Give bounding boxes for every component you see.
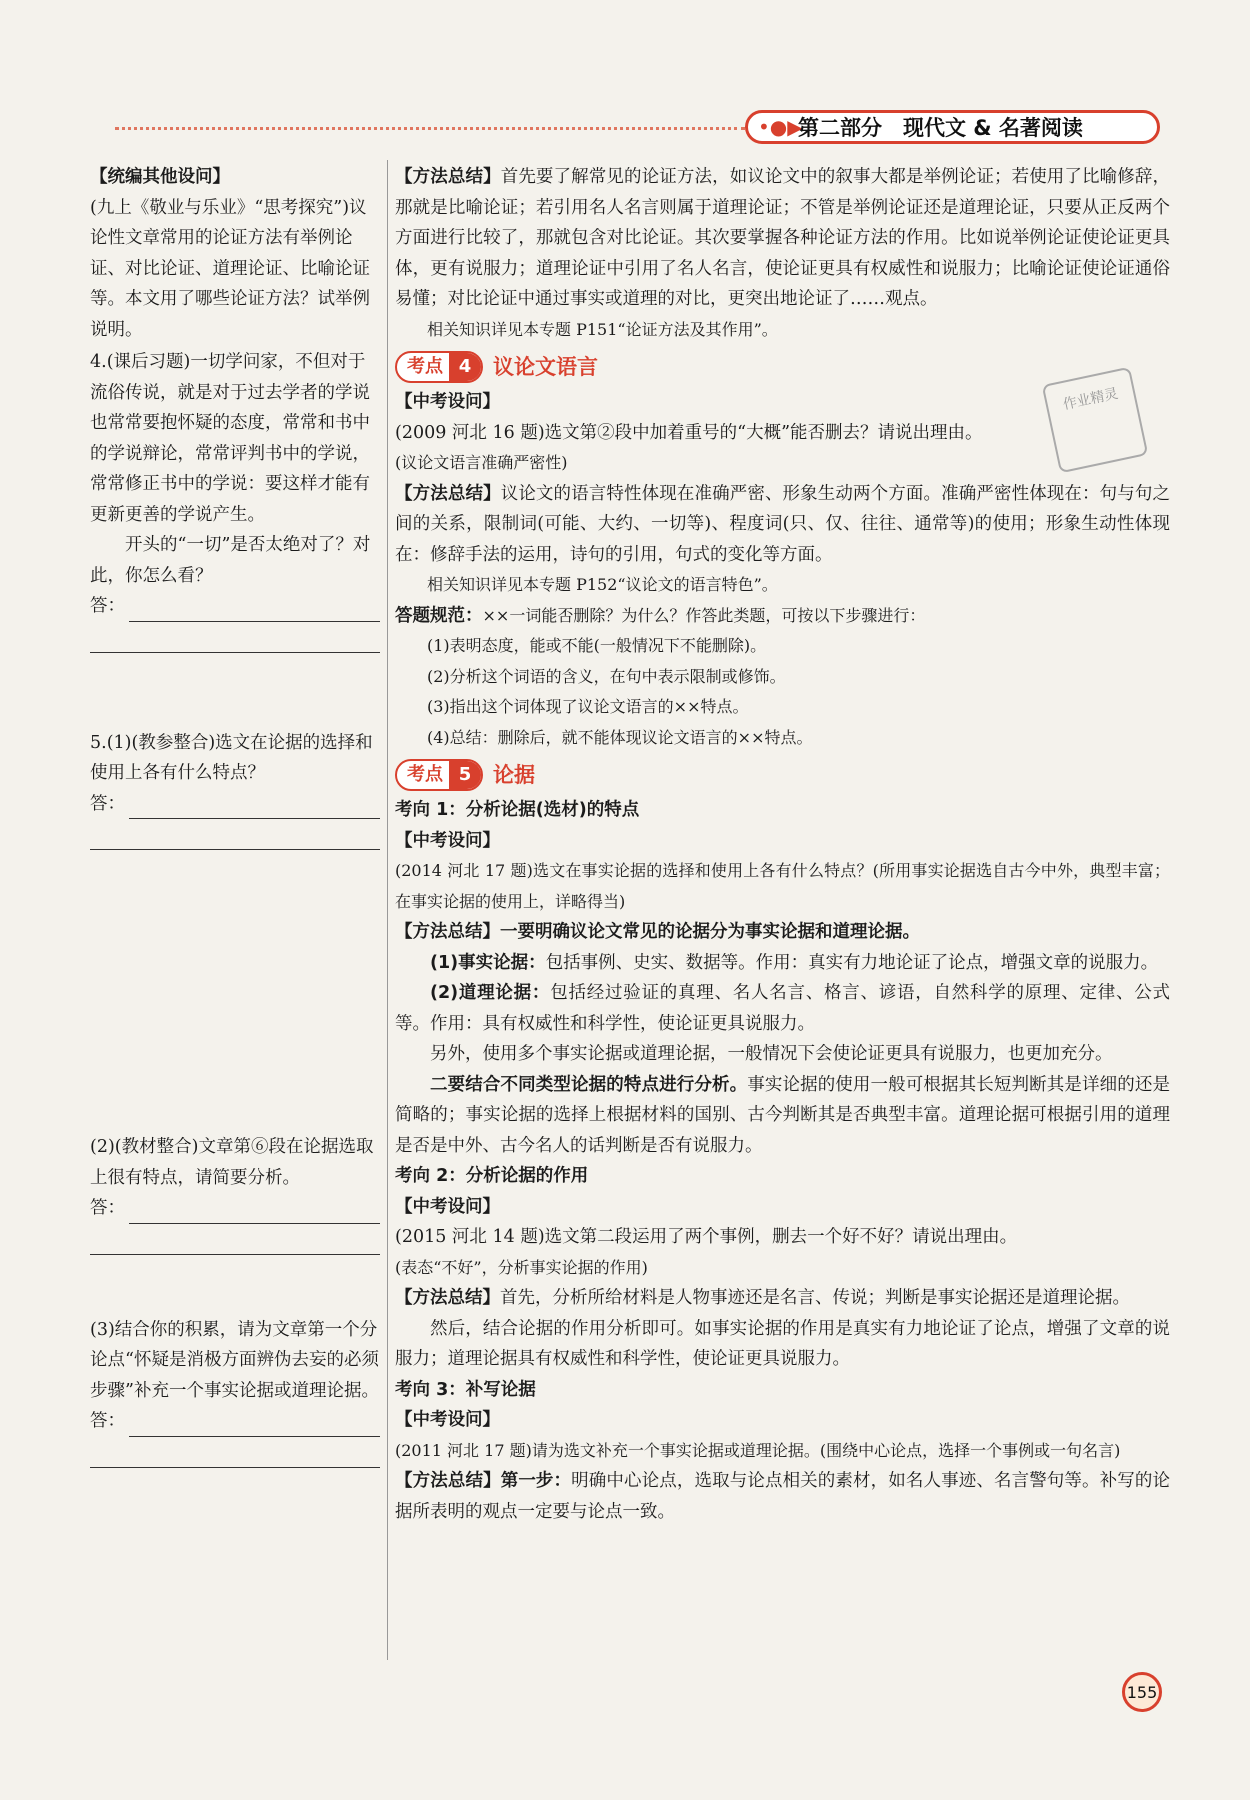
answer-field[interactable]: 答： (90, 1193, 380, 1224)
reference-2: 相关知识详见本专题 P152“议论文的语言特色”。 (427, 575, 778, 594)
kd4-hint: (议论文语言准确严密性) (395, 453, 568, 472)
zhongkao-label: 【中考设问】 (395, 392, 500, 412)
method-summary-5: 【方法总结】第一步：明确中心论点，选取与论点相关的素材，如名人事迹、名言警句等。补写的论据所表明的观点一定要与论点一致。 (395, 1471, 1171, 1522)
question-5-3: (3)结合你的积累，请为文章第一个分论点“怀疑是消极方面辨伪去妄的必须步骤”补充一个事实论据或道理论据。 (90, 1319, 379, 1401)
right-column (395, 162, 1170, 1527)
zhongkao-label: 【中考设问】 (395, 1410, 500, 1430)
answer-line[interactable] (90, 1224, 380, 1255)
answer-line[interactable] (90, 819, 380, 850)
kaodian-4-header: 考点 4 议论文语言 (395, 351, 1170, 383)
method-summary-2: 【方法总结】议论文的语言特性体现在准确严密、形象生动两个方面。准确严密性体现在：句与句之间的关系，限制词(可能、大约、一切等)、程度词(只、仅、往往、通常等)的使用；形象生动性体现在：修辞手法的运用，诗句的引用，句式的变化等方面。 (395, 483, 1171, 565)
method-summary-4b: 然后，结合论据的作用分析即可。如事实论据的作用是真实有力地论证了论点，增强了文章的说服力；道理论据具有权威性和科学性，使论证更具说服力。 (395, 1318, 1170, 1369)
heading-other: 【统编其他设问】 (90, 167, 230, 187)
question-4-prompt: 开头的“一切”是否太绝对了？对此，你怎么看？ (90, 535, 371, 586)
kd5-question-1: (2014 河北 17 题)选文在事实论据的选择和使用上各有什么特点？(所用事实论据选自古今中外，典型丰富；在事实论据的使用上，详略得当) (395, 861, 1170, 911)
kd5-question-3: (2011 河北 17 题)请为选文补充一个事实论据或道理论据。(围绕中心论点，选择一个事例或一句名言) (395, 1440, 1121, 1460)
kd5-question-2: (2015 河北 14 题)选文第二段运用了两个事例，删去一个好不好？请说出理由。 (395, 1227, 1018, 1247)
header-dotted-line (115, 127, 745, 130)
direction-1: 考向 1：分析论据(选材)的特点 (395, 800, 640, 820)
method-summary-4: 【方法总结】首先，分析所给材料是人物事迹还是名言、传说；判断是事实论据还是道理论据。 (395, 1288, 1130, 1308)
answer-field[interactable]: 答： (90, 591, 380, 622)
question-other: (九上《敬业与乐业》“思考探究”)议论性文章常用的论证方法有举例论证、对比论证、道理论证、比喻论证等。本文用了哪些论证方法？试举例说明。 (90, 197, 370, 340)
direction-2: 考向 2：分析论据的作用 (395, 1166, 589, 1186)
norm-step-3: (3)指出这个词体现了议论文语言的××特点。 (427, 697, 749, 716)
homework-stamp: 作业精灵 (1042, 367, 1149, 474)
norm-step-1: (1)表明态度，能或不能(一般情况下不能删除)。 (427, 636, 767, 655)
reason-evidence: (2)道理论据：包括经过验证的真理、名人名言、格言、谚语，自然科学的原理、定律、公式等。作用：具有权威性和科学性，使论证更具说服力。 (395, 983, 1170, 1034)
question-4: 4.(课后习题)一切学问家，不但对于流俗传说，就是对于过去学者的学说也常常要抱怀疑的态度，常常和书中的学说辩论，常常评判书中的学说，常常修正书中的学说：要这样才能有更新更善的学说产生。 (90, 352, 370, 525)
answer-field[interactable]: 答： (90, 1406, 380, 1437)
norm-step-4: (4)总结：删除后，就不能体现议论文语言的××特点。 (427, 727, 813, 747)
zhongkao-label: 【中考设问】 (395, 830, 500, 851)
kd4-question: (2009 河北 16 题)选文第②段中加着重号的“大概”能否删去？请说出理由。 (395, 422, 983, 443)
column-divider (387, 160, 388, 1660)
answer-norm: 答题规范：××一词能否删除？为什么？作答此类题，可按以下步骤进行： (395, 605, 926, 626)
left-column (90, 162, 380, 1468)
section-title: 第二部分 现代文 & 名著阅读 (798, 116, 1083, 140)
answer-line[interactable] (90, 622, 380, 653)
fact-evidence: (1)事实论据：包括事例、史实、数据等。作用：真实有力地论证了论点，增强文章的说服力。 (430, 952, 1159, 973)
kaodian-5-header: 考点 5 论据 (395, 759, 1170, 791)
direction-3: 考向 3：补写论据 (395, 1379, 536, 1400)
page-number: 155 (1122, 1672, 1162, 1712)
question-5-1: 5.(1)(教参整合)选文在论据的选择和使用上各有什么特点？ (90, 732, 373, 783)
question-5-2: (2)(教材整合)文章第⑥段在论据选取上很有特点，请简要分析。 (90, 1137, 374, 1188)
evidence-analysis: 二要结合不同类型论据的特点进行分析。事实论据的使用一般可根据其长短判断其是详细的还是简略的；事实论据的选择上根据材料的国别、古今判断其是否典型丰富。道理论据可根据引用的道理是否是中外、古今名人的话判断是否有说服力。 (395, 1074, 1171, 1156)
method-summary-3: 【方法总结】一要明确议论文常见的论据分为事实论据和道理论据。 (395, 922, 920, 942)
section-badge (745, 110, 1160, 144)
evidence-note: 另外，使用多个事实论据或道理论据，一般情况下会使论证更具有说服力，也更加充分。 (430, 1044, 1113, 1064)
zhongkao-label: 【中考设问】 (395, 1196, 500, 1217)
answer-field[interactable]: 答： (90, 789, 380, 820)
kd5-question-2-hint: (表态“不好”，分析事实论据的作用) (395, 1257, 648, 1277)
arrow-icon: •●▶ (758, 115, 803, 139)
answer-line[interactable] (90, 1437, 380, 1468)
method-summary-1: 【方法总结】首先要了解常见的论证方法，如议论文中的叙事大都是举例论证；若使用了比喻修辞，那就是比喻论证；若引用名人名言则属于道理论证；不管是举例论证还是道理论证，只要从正反两个方面进行比较了，那就包含对比论证。其次要掌握各种论证方法的作用。比如说举例论证使论证更具体，更有说服力；道理论证中引用了名人名言，使论证更具有权威性和说服力；比喻论证使论证通俗易懂；对比论证中通过事实或道理的对比，更突出地论证了……观点。 (395, 167, 1171, 309)
reference-1: 相关知识详见本专题 P151“论证方法及其作用”。 (427, 319, 778, 339)
norm-step-2: (2)分析这个词语的含义，在句中表示限制或修饰。 (427, 666, 786, 686)
